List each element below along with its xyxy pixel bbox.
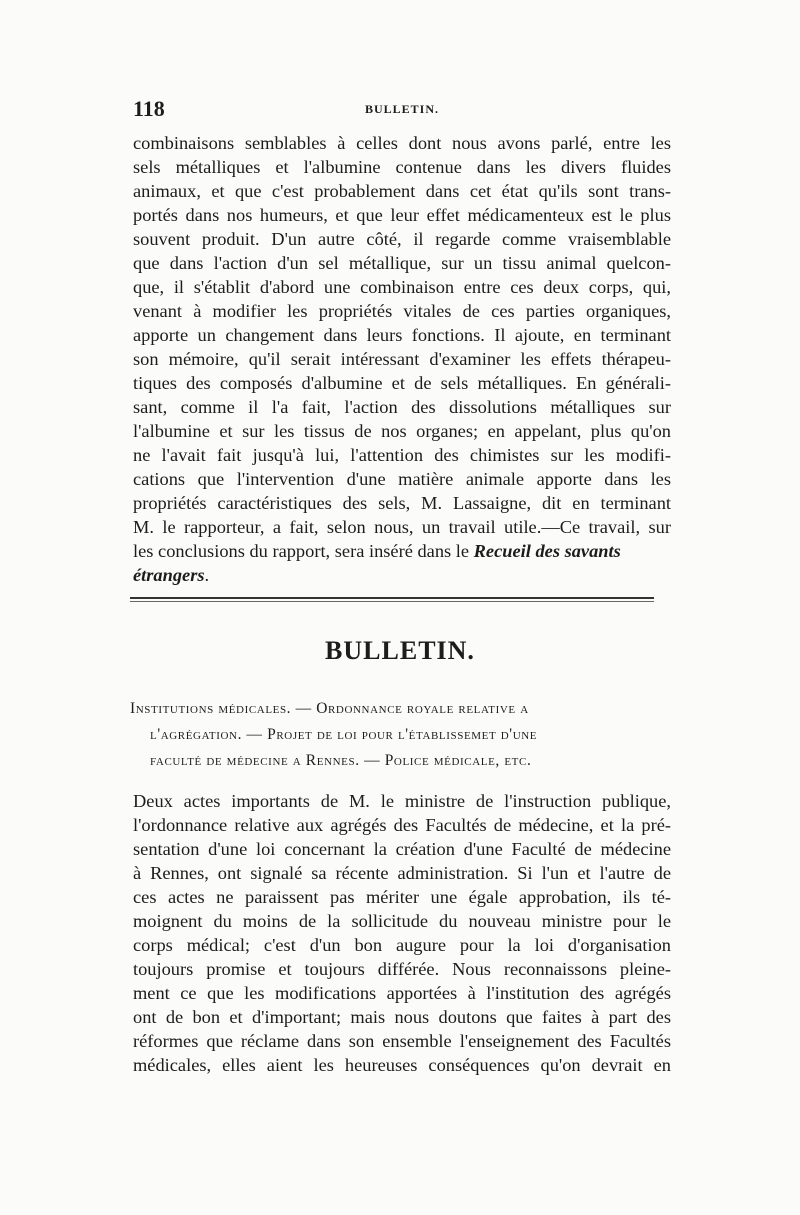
- text-line: que dans l'action d'un sel métallique, sur un tissu animal quelcon-: [133, 253, 671, 273]
- text-line: son mémoire, qu'il serait intéressant d'examiner les effets thérapeu-: [133, 349, 671, 369]
- page-header: [133, 96, 671, 122]
- subhead-line: faculté de médecine a Rennes. — Police médicale, etc.: [150, 752, 532, 769]
- text-line: médicales, elles aient les heureuses conséquences qu'on devrait en: [133, 1055, 671, 1075]
- final-punctuation: .: [204, 565, 210, 585]
- text-line-last: [133, 563, 671, 587]
- section-divider-thin: [130, 601, 654, 602]
- text-line: sant, comme il l'a fait, l'action des dissolutions métalliques sur: [133, 397, 671, 417]
- subhead-line: Institutions médicales. — Ordonnance royale relative a: [130, 700, 529, 717]
- text-line: souvent produit. D'un autre côté, il regarde comme vraisemblable: [133, 229, 671, 249]
- text-line: cations que l'intervention d'une matière animale apporte dans les: [133, 469, 671, 489]
- text-line: ne l'avait fait jusqu'à lui, l'attention des chimistes sur les modifi-: [133, 445, 671, 465]
- section-title: BULLETIN.: [325, 636, 475, 665]
- text-line: ces actes ne paraissent pas mériter une égale approbation, ils té-: [133, 887, 671, 907]
- italic-title: Recueil des savants: [473, 541, 621, 561]
- section-divider-thick: [130, 597, 654, 599]
- text-line: tiques des composés d'albumine et de sels métalliques. En générali-: [133, 373, 671, 393]
- text-line: M. le rapporteur, a fait, selon nous, un travail utile.—Ce travail, sur: [133, 517, 671, 537]
- text-line: animaux, et que c'est probablement dans cet état qu'ils sont trans-: [133, 181, 671, 201]
- text-line: ment ce que les modifications apportées à l'institution des agrégés: [133, 983, 671, 1003]
- page-number: 118: [133, 96, 165, 121]
- text-line: l'albumine et sur les tissus de nos organes; en appelant, plus qu'on: [133, 421, 671, 441]
- text-line: moignent du moins de la sollicitude du nouveau ministre pour le: [133, 911, 671, 931]
- text-line: apporte un changement dans leurs fonctions. Il ajoute, en terminant: [133, 325, 671, 345]
- text-line: toujours promise et toujours différée. Nous reconnaissons pleine-: [133, 959, 671, 979]
- text-line: ont de bon et d'important; mais nous doutons que faites à part des: [133, 1007, 671, 1027]
- text-line: Deux actes importants de M. le ministre de l'instruction publique,: [133, 791, 671, 811]
- running-head: BULLETIN.: [364, 102, 440, 116]
- paragraph-2: [133, 789, 671, 1077]
- text-line: l'ordonnance relative aux agrégés des Facultés de médecine, et la pré-: [133, 815, 671, 835]
- italic-title-continued: étrangers: [133, 565, 205, 585]
- text-line: venant à modifier les propriétés vitales de ces parties organiques,: [133, 301, 671, 321]
- text-line: sels métalliques et l'albumine contenue dans les divers fluides: [133, 157, 671, 177]
- text-line: propriétés caractéristiques des sels, M. Lassaigne, dit en terminant: [133, 493, 671, 513]
- text-line: à Rennes, ont signalé sa récente administration. Si l'un et l'autre de: [133, 863, 671, 883]
- paragraph-1: [133, 131, 671, 587]
- text-line: que, il s'établit d'abord une combinaison entre ces deux corps, qui,: [133, 277, 671, 297]
- text-fragment: les conclusions du rapport, sera inséré dans le: [133, 541, 470, 561]
- subhead-line: l'agrégation. — Projet de loi pour l'établissemet d'une: [150, 726, 538, 743]
- section-subheads: [130, 696, 674, 774]
- text-line: portés dans nos humeurs, et que leur effet médicamenteux est le plus: [133, 205, 671, 225]
- text-line: réformes que réclame dans son ensemble l'enseignement des Facultés: [133, 1031, 671, 1051]
- text-line: corps médical; c'est d'un bon augure pour la loi d'organisation: [133, 935, 671, 955]
- text-line-with-title: [133, 539, 671, 563]
- text-line: sentation d'une loi concernant la création d'une Faculté de médecine: [133, 839, 671, 859]
- text-line: combinaisons semblables à celles dont nous avons parlé, entre les: [133, 133, 671, 153]
